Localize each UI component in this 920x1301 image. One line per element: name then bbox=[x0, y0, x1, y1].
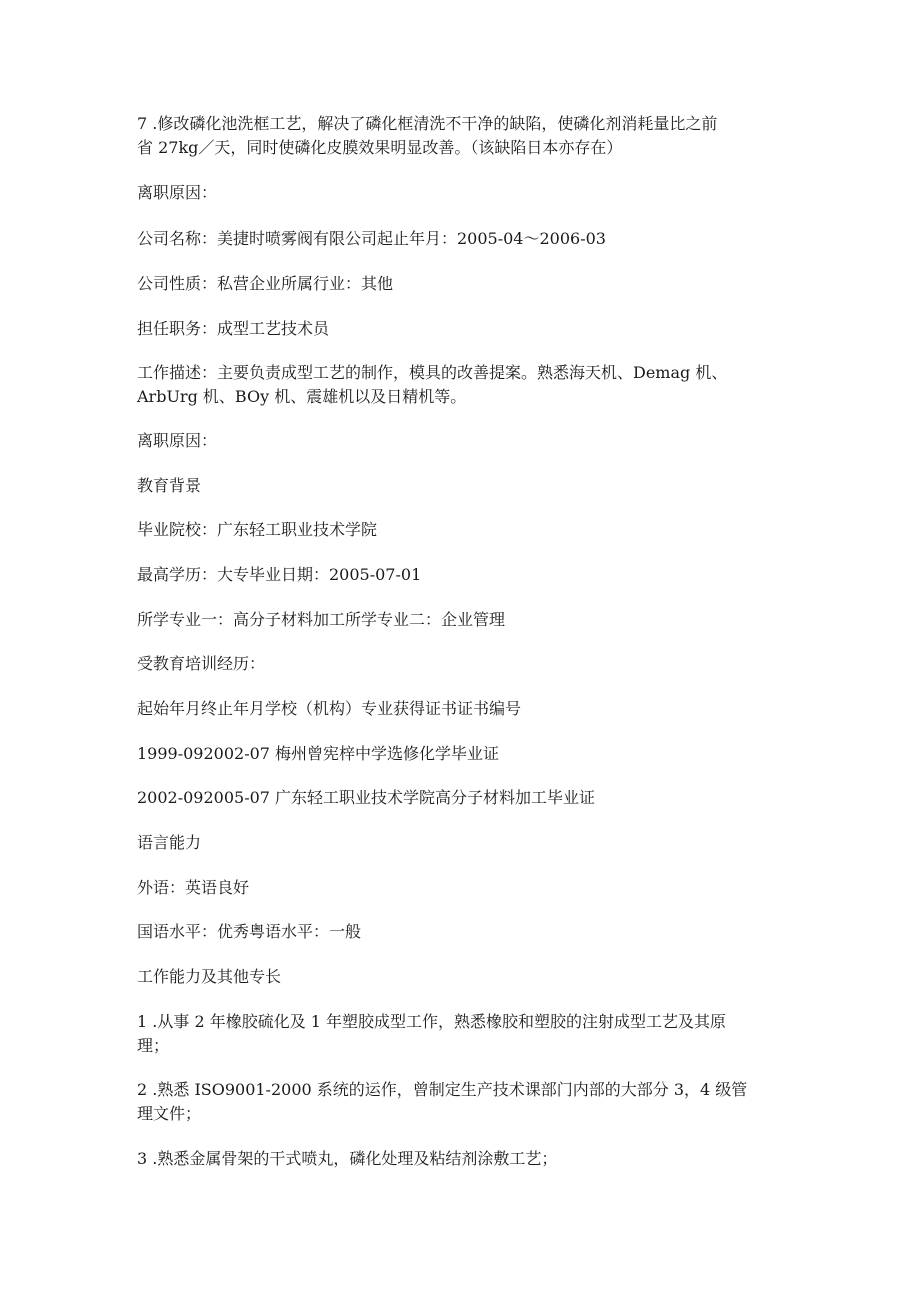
text-line: 2002-092005-07 广东轻工职业技术学院高分子材料加工毕业证 bbox=[137, 788, 596, 807]
text-line: 离职原因： bbox=[137, 183, 218, 202]
text-line: 国语水平：优秀粤语水平：一般 bbox=[137, 922, 362, 941]
section-heading-language bbox=[137, 831, 777, 855]
text-line: 公司性质：私营企业所属行业：其他 bbox=[137, 274, 394, 293]
text-line: ArbUrg 机、BOy 机、震雄机以及日精机等。 bbox=[137, 387, 467, 406]
skill-item-2 bbox=[137, 1078, 777, 1126]
text-line: 2 .熟悉 ISO9001-2000 系统的运作，曾制定生产技术课部门内部的大部分 3，4 级管 bbox=[137, 1080, 748, 1099]
paragraph-improvement-7 bbox=[137, 112, 777, 160]
foreign-language-line bbox=[137, 876, 777, 900]
section-heading-skills bbox=[137, 965, 777, 989]
school-line bbox=[137, 518, 777, 542]
text-line: 语言能力 bbox=[137, 833, 202, 852]
text-line: 工作描述：主要负责成型工艺的制作，模具的改善提案。熟悉海天机、Demag 机、 bbox=[137, 363, 728, 382]
text-line: 1999-092002-07 梅州曾宪梓中学选修化学毕业证 bbox=[137, 744, 500, 763]
training-row bbox=[137, 786, 777, 810]
text-line: 起始年月终止年月学校（机构）专业获得证书证书编号 bbox=[137, 699, 522, 718]
text-line: 公司名称：美捷时喷雾阀有限公司起止年月：2005-04～2006-03 bbox=[137, 229, 606, 248]
text-line: 教育背景 bbox=[137, 476, 202, 495]
degree-line bbox=[137, 563, 777, 587]
leave-reason-label bbox=[137, 181, 777, 205]
leave-reason-label bbox=[137, 429, 777, 453]
skill-item-3 bbox=[137, 1147, 777, 1171]
skill-item-1 bbox=[137, 1010, 777, 1058]
text-line: 7 .修改磷化池洗框工艺，解决了磷化框清洗不干净的缺陷，使磷化剂消耗量比之前 bbox=[137, 114, 718, 133]
company-type-line bbox=[137, 272, 777, 296]
text-line: 1 .从事 2 年橡胶硫化及 1 年塑胶成型工作，熟悉橡胶和塑胶的注射成型工艺及其原 bbox=[137, 1012, 727, 1031]
text-line: 外语：英语良好 bbox=[137, 878, 250, 897]
position-line bbox=[137, 317, 777, 341]
text-line: 毕业院校：广东轻工职业技术学院 bbox=[137, 520, 378, 539]
training-label bbox=[137, 652, 777, 676]
section-heading-education bbox=[137, 474, 777, 498]
text-line: 所学专业一：高分子材料加工所学专业二：企业管理 bbox=[137, 610, 506, 629]
company-name-line bbox=[137, 227, 777, 251]
text-line: 最高学历：大专毕业日期：2005-07-01 bbox=[137, 565, 422, 584]
text-line: 理文件； bbox=[137, 1104, 202, 1123]
text-line: 受教育培训经历： bbox=[137, 654, 266, 673]
text-line: 工作能力及其他专长 bbox=[137, 967, 282, 986]
job-description-paragraph bbox=[137, 361, 777, 409]
text-line: 担任职务：成型工艺技术员 bbox=[137, 319, 330, 338]
major-line bbox=[137, 608, 777, 632]
training-header-row bbox=[137, 697, 777, 721]
text-line: 省 27kg／天，同时使磷化皮膜效果明显改善。（该缺陷日本亦存在） bbox=[137, 138, 623, 157]
training-row bbox=[137, 742, 777, 766]
text-line: 理； bbox=[137, 1036, 170, 1055]
mandarin-cantonese-line bbox=[137, 920, 777, 944]
text-line: 离职原因： bbox=[137, 431, 218, 450]
text-line: 3 .熟悉金属骨架的干式喷丸，磷化处理及粘结剂涂敷工艺； bbox=[137, 1149, 558, 1168]
